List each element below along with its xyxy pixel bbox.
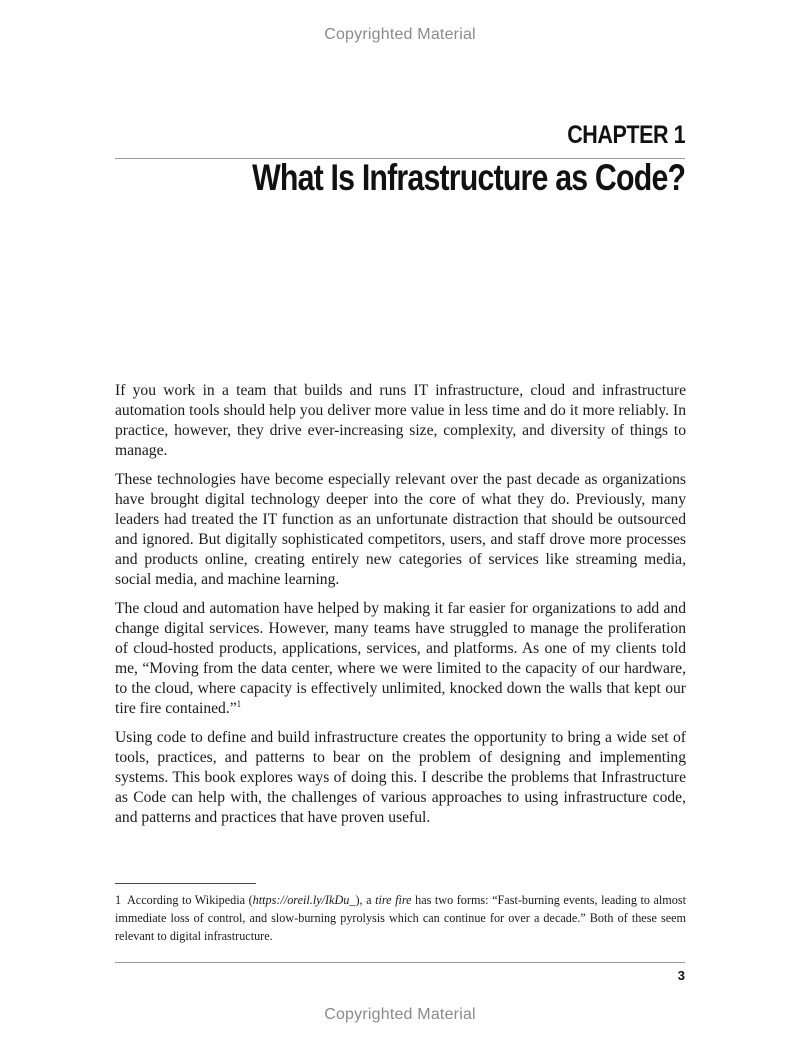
footnote-text-between: ), a [355,893,376,907]
footnote-number: 1 [115,893,122,907]
footnote-term: tire fire [375,893,412,907]
watermark-bottom: Copyrighted Material [324,1006,476,1023]
paragraph-2: These technologies have become especially relevant over the past decade as organizations have brought digital technology deeper into the core of what they do. Previously, many leaders had treated the IT function as an unfortunate distraction that should be outsourced and ignored. But digitally sophisticated competitors, users, and staff drove more processes and products online, creating entirely new categories of services like streaming media, social media, and machine learning. [115,471,686,588]
footnote [115,891,686,945]
footnote-reference[interactable]: 1 [236,698,242,709]
paragraph-3 [115,599,686,719]
page-number: 3 [677,968,685,983]
paragraph-3-text: The cloud and automation have helped by making it far easier for organizations to add and change digital services. However, many teams have struggled to manage the proliferation of cloud-hosted products, applications, services, and platforms. As one of my clients told me, “Moving from the data center, where we were limited to the capacity of our hardware, to the cloud, where capacity is effectively unlimited, knocked down the walls that kept our tire fire contained.” [115,600,686,717]
body-text [115,381,686,837]
footnote-rule [115,883,256,884]
footnote-text-end: has two forms: “Fast-burning events, leading to almost immediate loss of control, and slow-burning pyrolysis which can continue for over a decade.” Both of these seem relevant to digital infrastructure. [115,893,687,943]
paragraph-1: If you work in a team that builds and runs IT infrastructure, cloud and infrastructure automation tools should help you deliver more value in less time and do it more reliably. In practice, however, they drive ever-increasing size, complexity, and diversity of things to manage. [115,382,686,459]
footer-rule [115,962,685,963]
footnote-text-start: According to Wikipedia ( [127,893,253,907]
footnote-link[interactable]: https://oreil.ly/IkDu_ [252,893,356,907]
watermark-top: Copyrighted Material [324,26,476,43]
chapter-label: CHAPTER 1 [567,121,685,149]
chapter-title: What Is Infrastructure as Code? [251,157,685,198]
paragraph-4: Using code to define and build infrastructure creates the opportunity to bring a wide set of tools, practices, and patterns to bear on the problem of designing and implementing systems. This book explores ways of doing this. I describe the problems that Infrastructure as Code can help with, the challenges of various approaches to using infrastructure code, and patterns and practices that have proven useful. [115,729,686,826]
